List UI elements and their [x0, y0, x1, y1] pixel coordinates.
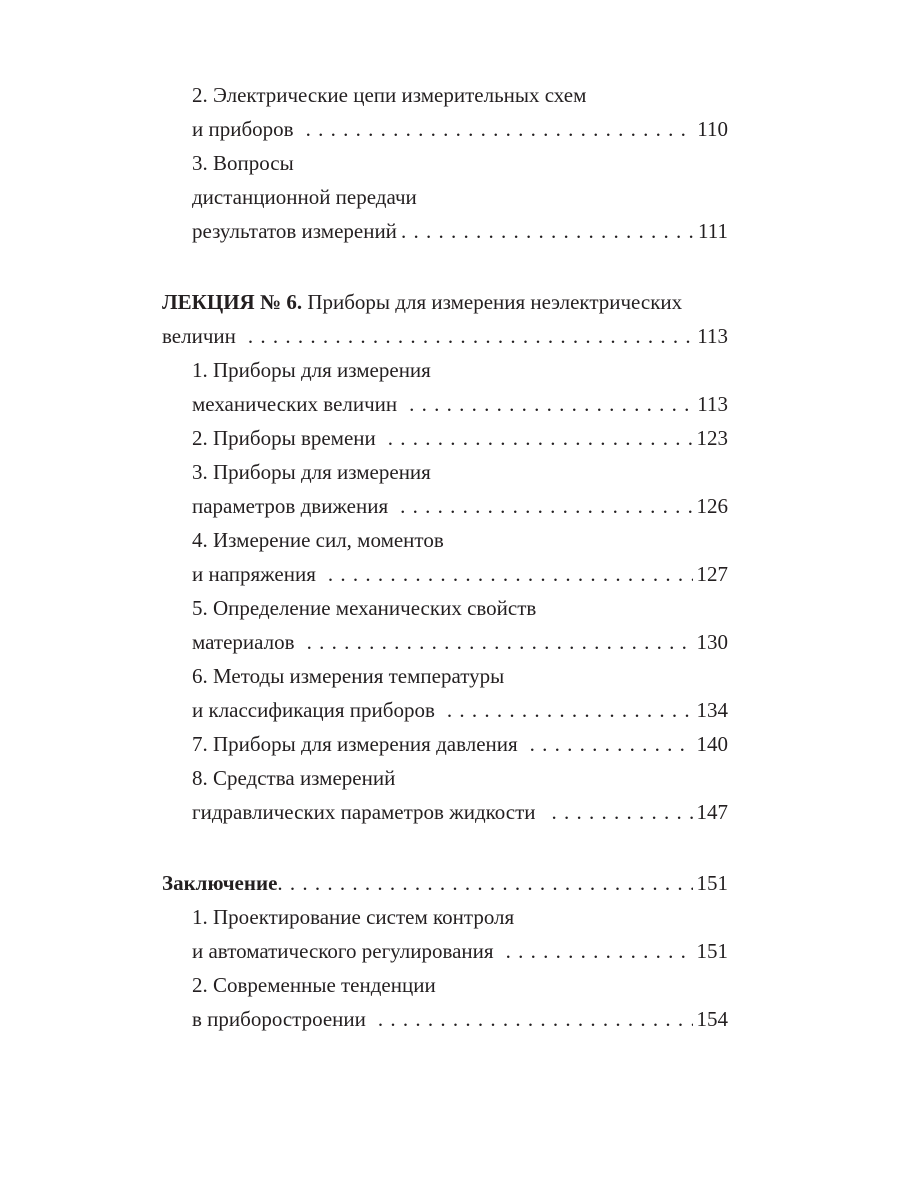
toc-entry-title: 1. Приборы для измерения [192, 358, 431, 382]
toc-entry-leader-line [192, 387, 728, 421]
toc-entry-title: 1. Проектирование систем контроля [192, 905, 515, 929]
dot-leader [409, 387, 693, 421]
toc-entry-leader-line [192, 557, 728, 591]
toc-entry-title: 5. Определение механических свойств [192, 596, 537, 620]
toc-entry-title: и автоматического регулирования [192, 939, 494, 963]
toc-entry-title: 3. Приборы для измерения [192, 460, 431, 484]
toc-entry-title: гидравлических параметров жидкости [192, 800, 536, 824]
toc-entry-leader-line [192, 112, 728, 146]
page-number[interactable]: 113 [697, 392, 728, 416]
dot-leader [552, 795, 693, 829]
lecture-heading [162, 285, 682, 319]
toc-entry-leader-line [192, 693, 728, 727]
conclusion-heading: Заключение [162, 871, 278, 895]
page-number[interactable]: 151 [696, 939, 728, 963]
toc-entry-title: 8. Средства измерений [192, 766, 396, 790]
lecture-label: ЛЕКЦИЯ № 6. [162, 290, 303, 314]
toc-entry-leader-line [192, 421, 728, 455]
toc-entry-title: и приборов [192, 117, 294, 141]
toc-entry-title: 2. Приборы времени [192, 426, 376, 450]
toc-entry-leader-line [192, 489, 728, 523]
dot-leader [248, 319, 693, 353]
page-number[interactable]: 111 [698, 219, 728, 243]
dot-leader [447, 693, 693, 727]
toc-entry-leader-line [192, 934, 728, 968]
page-number[interactable]: 123 [696, 426, 728, 450]
dot-leader [307, 625, 693, 659]
toc-entry-title: механических величин [192, 392, 398, 416]
toc-entry-title: дистанционной передачи [192, 185, 417, 209]
toc-entry-leader-line [192, 214, 728, 248]
page-number[interactable]: 147 [696, 800, 728, 824]
dot-leader [401, 214, 694, 248]
toc-entry-title: 4. Измерение сил, моментов [192, 528, 444, 552]
lecture-title: величин [162, 324, 236, 348]
dot-leader [388, 421, 693, 455]
toc-entry-title: 6. Методы измерения температуры [192, 664, 505, 688]
dot-leader [400, 489, 692, 523]
dot-leader [306, 112, 694, 146]
toc-entry-leader-line [192, 727, 728, 761]
page-number[interactable]: 113 [697, 324, 728, 348]
dot-leader [530, 727, 693, 761]
toc-entry-leader-line [192, 625, 728, 659]
toc-entry-leader-line [192, 795, 728, 829]
page-number[interactable]: 110 [697, 117, 728, 141]
page-number[interactable]: 154 [696, 1007, 728, 1031]
toc-entry-title: 2. Электрические цепи измерительных схем [192, 83, 587, 107]
toc-entry-title: и напряжения [192, 562, 316, 586]
toc-entry-leader-line [192, 1002, 728, 1036]
page-number[interactable]: 126 [696, 494, 728, 518]
toc-entry-title: 2. Современные тенденции [192, 973, 436, 997]
page-number[interactable]: 130 [696, 630, 728, 654]
dot-leader [328, 557, 693, 591]
toc-entry-title: результатов измерений [192, 219, 397, 243]
toc-entry-title: 7. Приборы для измерения давления [192, 732, 518, 756]
dot-leader [378, 1002, 693, 1036]
toc-entry-leader-line [162, 319, 728, 353]
toc-entry-title: и классификация приборов [192, 698, 435, 722]
dot-leader [506, 934, 693, 968]
toc-entry-title: параметров движения [192, 494, 389, 518]
toc-entry-leader-line [162, 866, 728, 900]
page-number[interactable]: 140 [696, 732, 728, 756]
dot-leader [277, 866, 692, 900]
page-number[interactable]: 134 [696, 698, 728, 722]
page-number[interactable]: 127 [696, 562, 728, 586]
toc-entry-title: 3. Вопросы [192, 151, 294, 175]
lecture-title: Приборы для измерения неэлектрических [307, 290, 683, 314]
page-number[interactable]: 151 [696, 871, 728, 895]
toc-entry-title: в приборостроении [192, 1007, 366, 1031]
toc-entry-title: материалов [192, 630, 295, 654]
